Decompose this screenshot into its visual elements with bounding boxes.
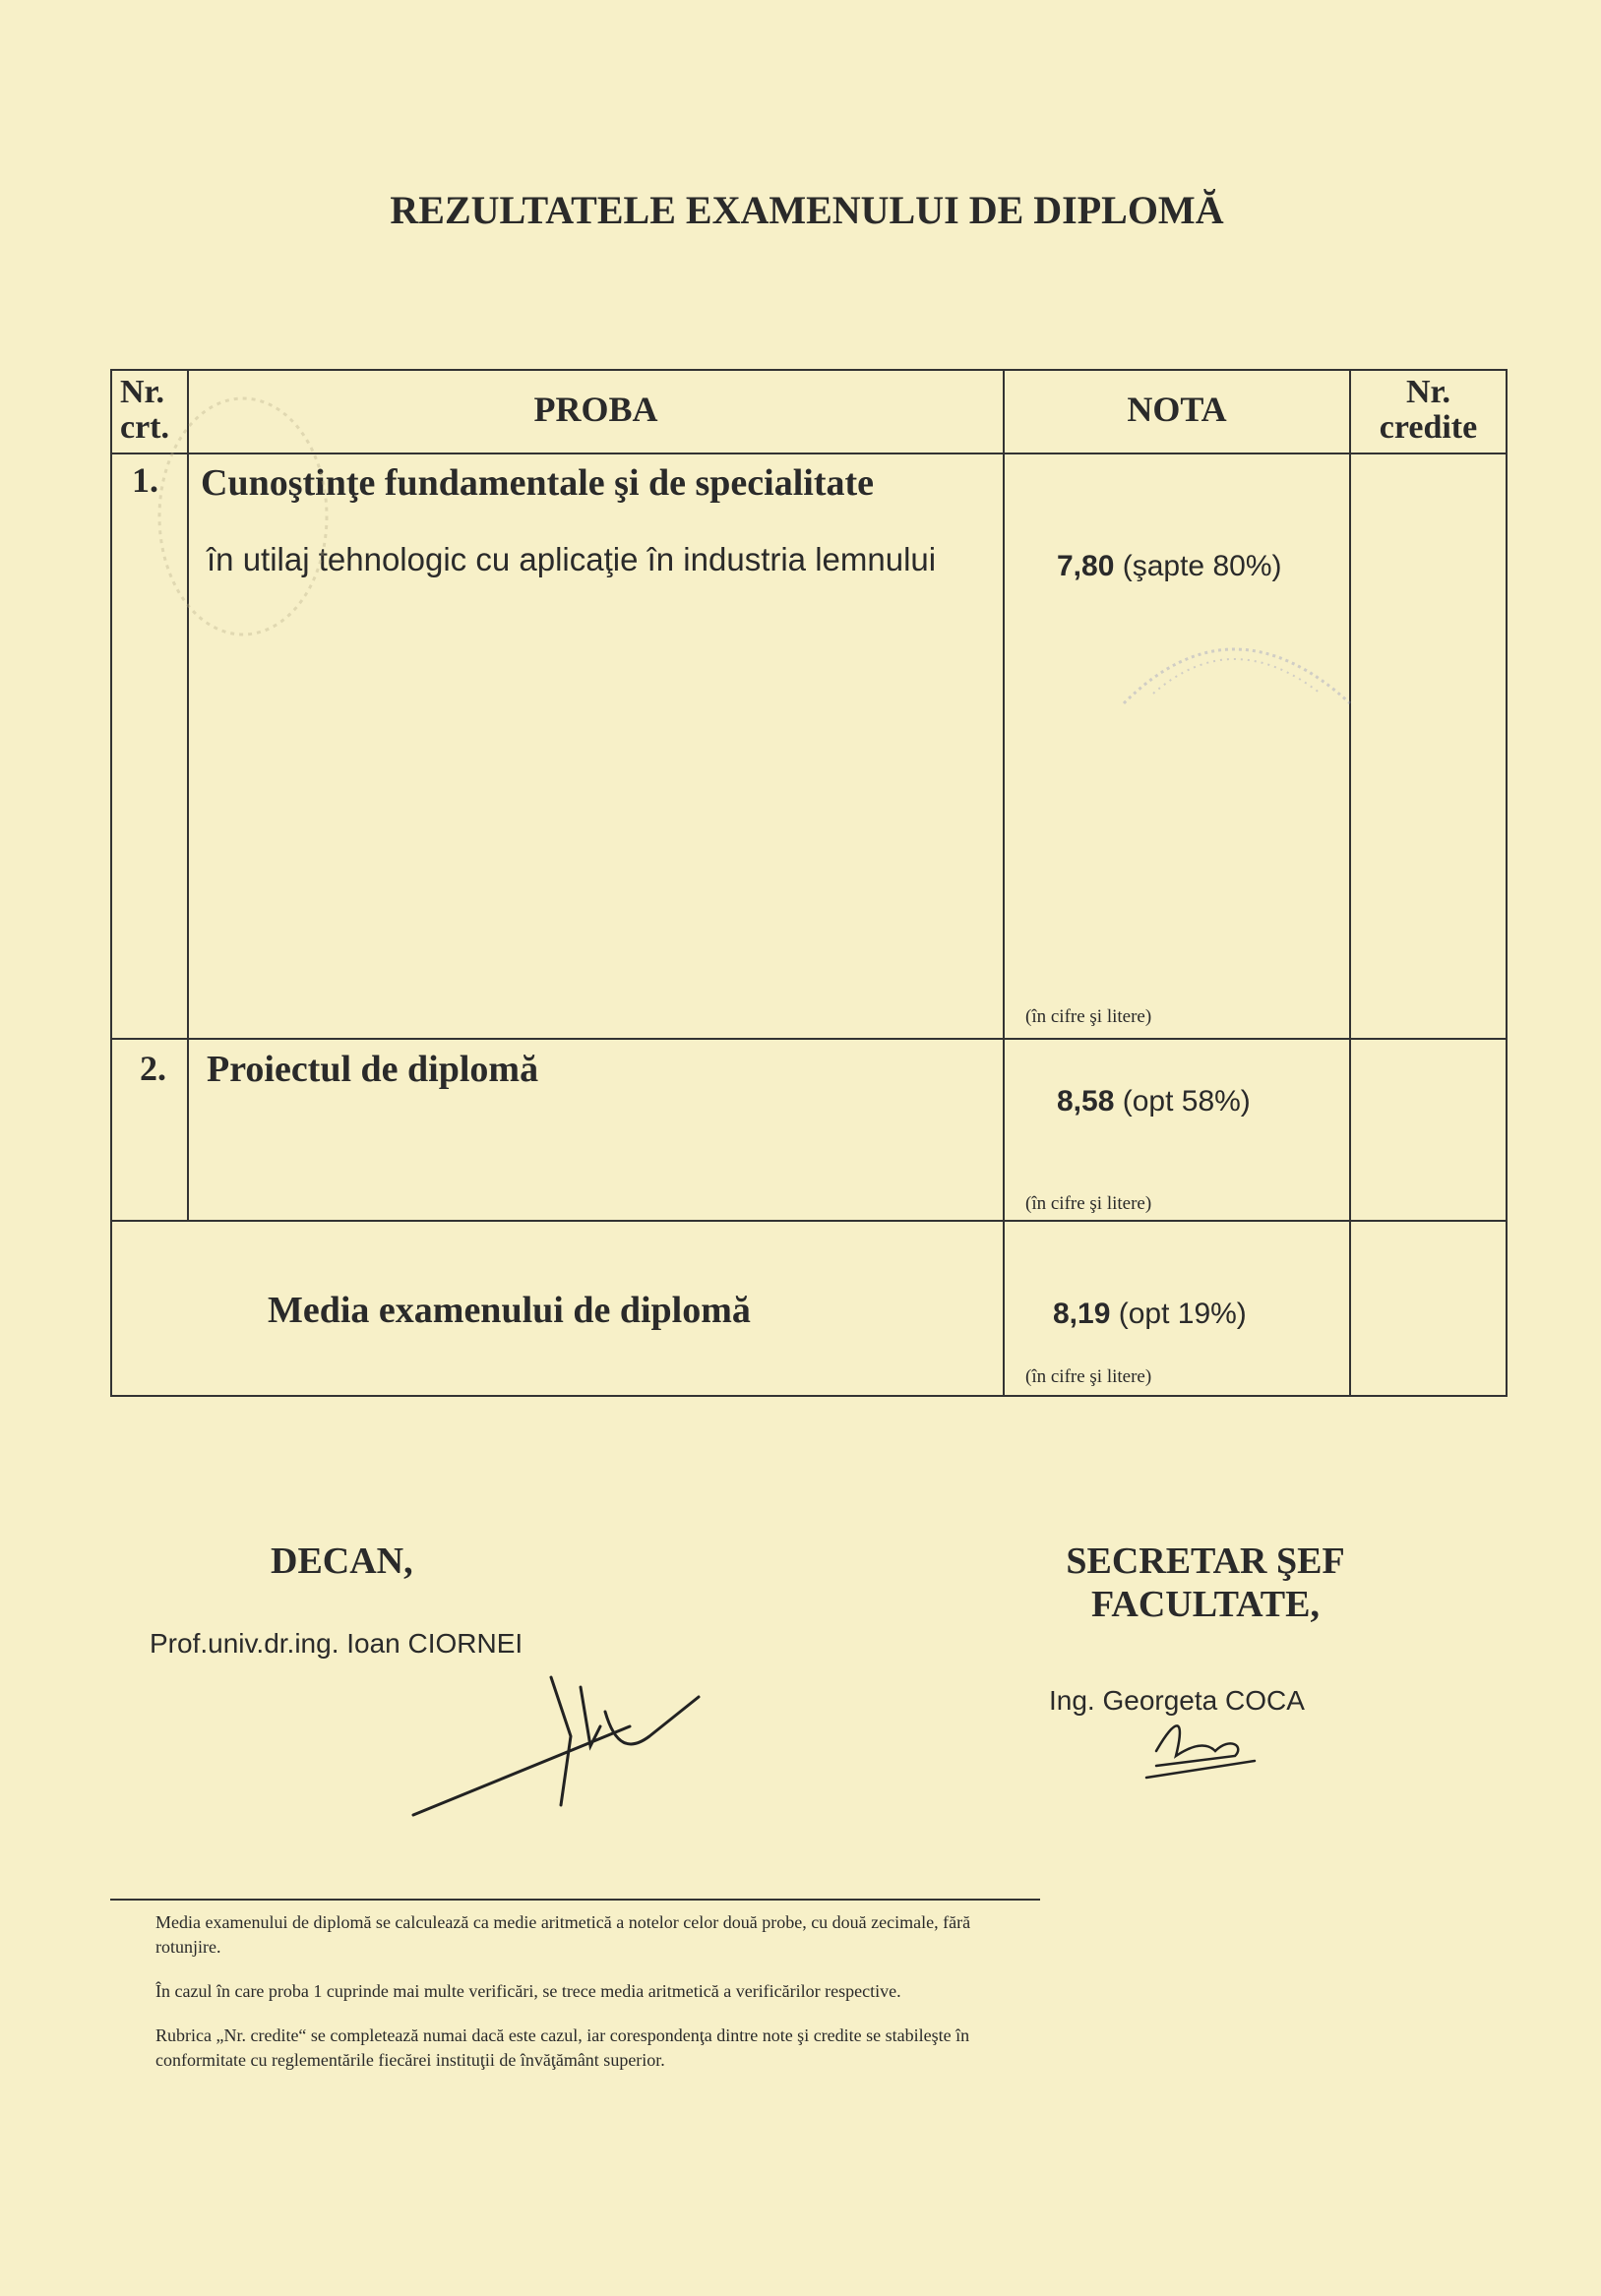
row2-divider (110, 1220, 1508, 1222)
header-crt-line2: crt. (120, 409, 170, 446)
row2-grade-note: (în cifre şi litere) (1025, 1193, 1152, 1214)
secretary-title-line2: FACULTATE, (1091, 1584, 1320, 1625)
row1-grade (1057, 550, 1281, 583)
dean-title: DECAN, (271, 1541, 413, 1582)
row1-title: Cunoştinţe fundamentale şi de specialitate (201, 462, 874, 504)
footnote-1: Media examenului de diplomă se calculează ca medie aritmetică a notelor celor două probe, cu două zecimale, fără rotunjire. (155, 1912, 971, 1957)
ink-stamp-icon (1114, 615, 1360, 723)
embossed-seal-icon (150, 389, 337, 644)
header-nota: NOTA (1127, 390, 1227, 429)
footnote-3: Rubrica „Nr. credite“ se completează numai dacă este cazul, iar corespondenţa dintre note şi credite se stabileşte în conformitate cu reglementările fiecărei instituţii de învăţământ superior. (155, 2025, 970, 2070)
row1-grade-value: 7,80 (1057, 550, 1115, 582)
table-border-left (110, 369, 112, 1397)
credite-column-divider (1349, 369, 1351, 1397)
secretary-title (1058, 1540, 1353, 1626)
table-border-top (110, 369, 1508, 371)
header-nr-credite (1351, 375, 1506, 446)
row1-divider (110, 1038, 1508, 1040)
row2-title: Proiectul de diplomă (207, 1049, 539, 1090)
row2-number: 2. (140, 1049, 166, 1088)
row1-number: 1. (132, 460, 158, 500)
dean-signature-icon (403, 1667, 708, 1825)
header-credite-line2: credite (1379, 409, 1478, 446)
header-credite-line1: Nr. (1405, 374, 1451, 410)
secretary-signature-icon (1137, 1707, 1264, 1781)
secretary-title-line1: SECRETAR ŞEF (1066, 1541, 1345, 1582)
header-proba: PROBA (533, 390, 658, 429)
row1-grade-note: (în cifre şi litere) (1025, 1006, 1152, 1027)
row1-subtitle: în utilaj tehnologic cu aplicaţie în industria lemnului (207, 541, 937, 577)
results-table (110, 369, 1508, 1397)
footnote-2: În cazul în care proba 1 cuprinde mai multe verificări, se trece media aritmetică a verificărilor respective. (155, 1981, 901, 2001)
dean-name: Prof.univ.dr.ing. Ioan CIORNEI (150, 1628, 523, 1659)
document-title: REZULTATELE EXAMENULUI DE DIPLOMĂ (390, 188, 1224, 232)
header-nr-line1: Nr. (120, 374, 165, 410)
table-border-right (1506, 369, 1508, 1397)
row1-grade-words: (şapte 80%) (1122, 550, 1282, 582)
row2-grade-value: 8,58 (1057, 1085, 1115, 1118)
secretary-name: Ing. Georgeta COCA (1049, 1685, 1305, 1716)
average-label: Media examenului de diplomă (268, 1290, 751, 1331)
average-grade-note: (în cifre şi litere) (1025, 1366, 1152, 1387)
average-grade (1053, 1298, 1247, 1331)
row2-grade (1057, 1085, 1251, 1118)
table-border-bottom (110, 1395, 1508, 1397)
row2-grade-words: (opt 58%) (1122, 1085, 1251, 1118)
nota-column-divider (1003, 369, 1005, 1397)
average-grade-value: 8,19 (1053, 1298, 1111, 1330)
footnotes (155, 1910, 1021, 2092)
average-grade-words: (opt 19%) (1118, 1298, 1247, 1330)
footnote-divider (110, 1899, 1040, 1901)
